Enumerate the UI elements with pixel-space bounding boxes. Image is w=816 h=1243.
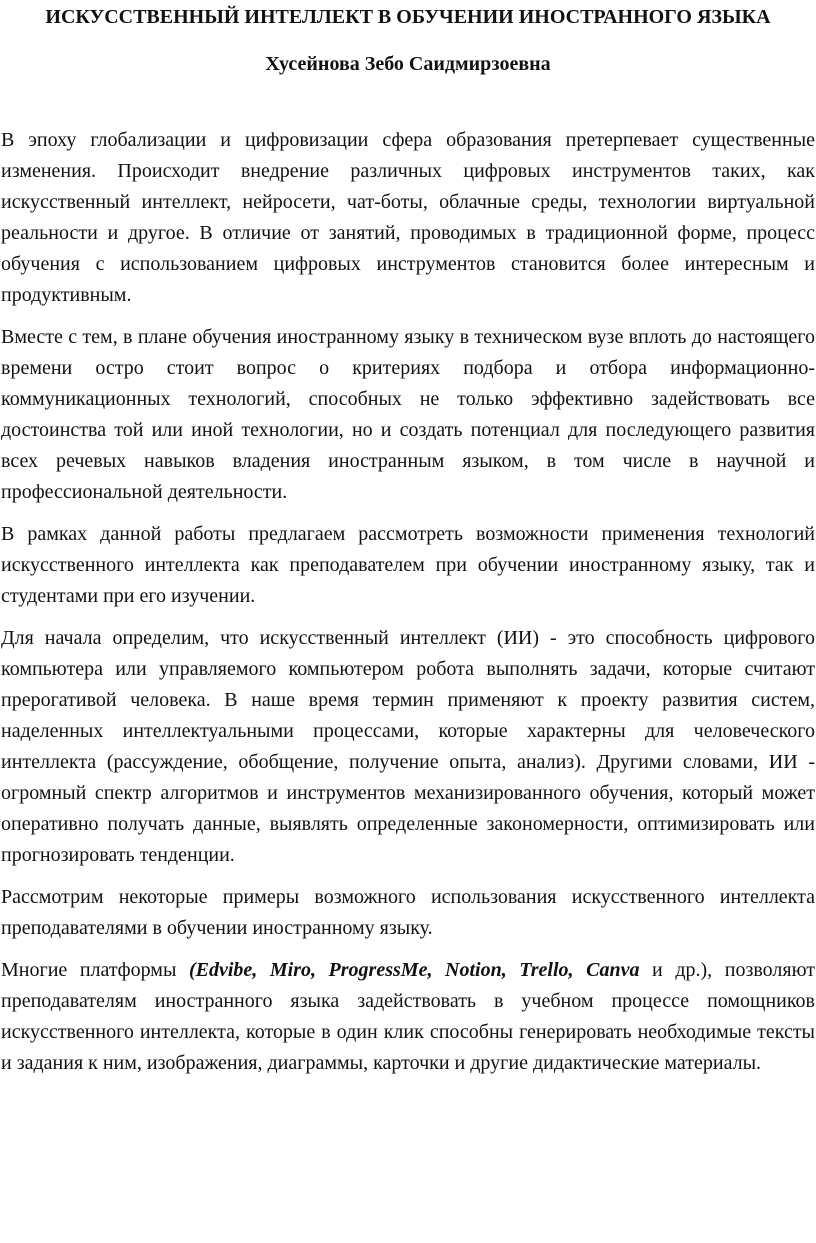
document-body [1,125,815,1079]
paragraph-6 [1,955,815,1079]
paragraph-6-lead: Многие платформы [1,959,189,981]
platforms-list: (Edvibe, Miro, ProgressMe, Notion, Trello, Canva [188,959,640,981]
paragraph-1: В эпоху глобализации и цифровизации сфера образования претерпевает существенные изменения. Происходит внедрение различных цифровых инструментов таких, как искусственный интеллект, нейросети, чат-боты, облачные среды, технологии виртуальной реальности и другое. В отличие от занятий, проводимых в традиционной форме, процесс обучения с использованием цифровых инструментов становится более интересным и продуктивным. [1,129,815,306]
paragraph-6-tail: и др.), позволяют преподавателям иностранного языка задействовать в учебном процессе помощников искусственного интеллекта, которые в один клик способны генерировать необходимые тексты и задания к ним, изображения, диаграммы, карточки и другие дидактические материалы. [1,959,815,1074]
paragraph-4: Для начала определим, что искусственный интеллект (ИИ) - это способность цифрового компьютера или управляемого компьютером робота выполнять задачи, которые считают прерогативой человека. В наше время термин применяют к проекту развития систем, наделенных интеллектуальными процессами, которые характерны для человеческого интеллекта (рассуждение, обобщение, получение опыта, анализ). Другими словами, ИИ - огромный спектр алгоритмов и инструментов механизированного обучения, который может оперативно получать данные, выявлять определенные закономерности, оптимизировать или прогнозировать тенденции. [1,627,815,866]
paragraph-2: Вместе с тем, в плане обучения иностранному языку в техническом вузе вплоть до настоящего времени остро стоит вопрос о критериях подбора и отбора информационно-коммуникационных технологий, способных не только эффективно задействовать все достоинства той или иной технологии, но и создать потенциал для последующего развития всех речевых навыков владения иностранным языком, в том числе в научной и профессиональной деятельности. [1,326,815,503]
document-title: ИСКУССТВЕННЫЙ ИНТЕЛЛЕКТ В ОБУЧЕНИИ ИНОСТРАННОГО ЯЗЫКА [45,6,771,28]
author-name: Хусейнова Зебо Саидмирзоевна [265,53,551,75]
paragraph-3: В рамках данной работы предлагаем рассмотреть возможности применения технологий искусственного интеллекта как преподавателем при обучении иностранному языку, так и студентами при его изучении. [1,523,815,607]
paragraph-5: Рассмотрим некоторые примеры возможного использования искусственного интеллекта преподавателями в обучении иностранному языку. [1,886,815,939]
